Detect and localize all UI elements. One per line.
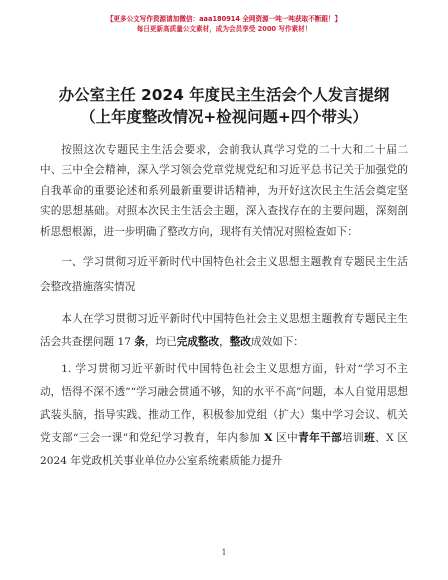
section-heading-1: 一、学习贯彻习近平新时代中国特色社会主义思想主题教育专题民主生活会整改措施落实情况 xyxy=(40,256,408,294)
item-1-paragraph xyxy=(40,358,408,473)
item-1-text-c: 培训 xyxy=(342,432,365,445)
summary-text-a: 本人在学习贯彻习近平新时代中国特色社会主义思想主题教育专题民主生活会共查摆问题 17 xyxy=(40,313,408,349)
summary-text-d: 成效如下： xyxy=(250,336,304,349)
item-1-text-b: 区中 xyxy=(272,432,299,445)
item-1-text-d: 、X 区 2024 年党政机关事业单位办公室系统素质能力提升 xyxy=(40,432,409,468)
promo-banner xyxy=(0,14,448,34)
intro-paragraph: 按照这次专题民主生活会要求，会前我认真学习党的二十大和二十届二中、三中全会精神，深入学习领会党章党规党纪和习近平总书记关于加强党的自我革命的重要论述和系列最新重要讲话精神，为开好这次民主生活会奠定坚实的思想基础。对照本次民主生活会主题，深入查找存在的主要问题，深刻剖析思想根源，进一步明确了整改方向，现将有关情况对照检查如下： xyxy=(40,144,408,238)
document-title-line1: 办公室主任 2024 年度民主生活会个人发言提纲 xyxy=(58,86,390,104)
summary-highlight-3: 整改 xyxy=(229,336,251,349)
summary-text-b: ，均已 xyxy=(144,336,177,349)
item-1-text-a: 1. 学习贯彻习近平新时代中国特色社会主义思想方面，针对“学习不主动，悟得不深不透”“学习融会贯通不够，知的水平不高”问题，本人自觉用思想武装头脑，指导实践、推动工作，积极参加党组（扩大）集中学习会议、机关党支部“三会一课”和党纪学习教育，年内参加 xyxy=(40,363,408,445)
page-number: 1 xyxy=(221,548,227,557)
document-title-line2: （上年度整改情况+检视问题+四个带头） xyxy=(80,108,368,126)
promo-banner-line1: 【更多公文写作资源请加微信：aaa180914 全网资源一吨一吨获取不断跟！】 xyxy=(106,15,342,23)
item-1-highlight-2: 青年干部 xyxy=(298,432,343,445)
item-1-highlight-3: 班 xyxy=(364,432,376,445)
document-title xyxy=(40,84,408,128)
promo-banner-line2: 每日更新高质量公文素材，成为会员享受 2000 写作素材！ xyxy=(136,25,312,33)
summary-highlight-2: 完成整改 xyxy=(176,336,220,349)
item-1-highlight-1: X xyxy=(264,432,273,445)
summary-highlight-1: 条 xyxy=(134,336,145,349)
summary-paragraph xyxy=(40,308,408,354)
summary-text-c: ， xyxy=(219,336,230,349)
document-body xyxy=(40,140,408,473)
